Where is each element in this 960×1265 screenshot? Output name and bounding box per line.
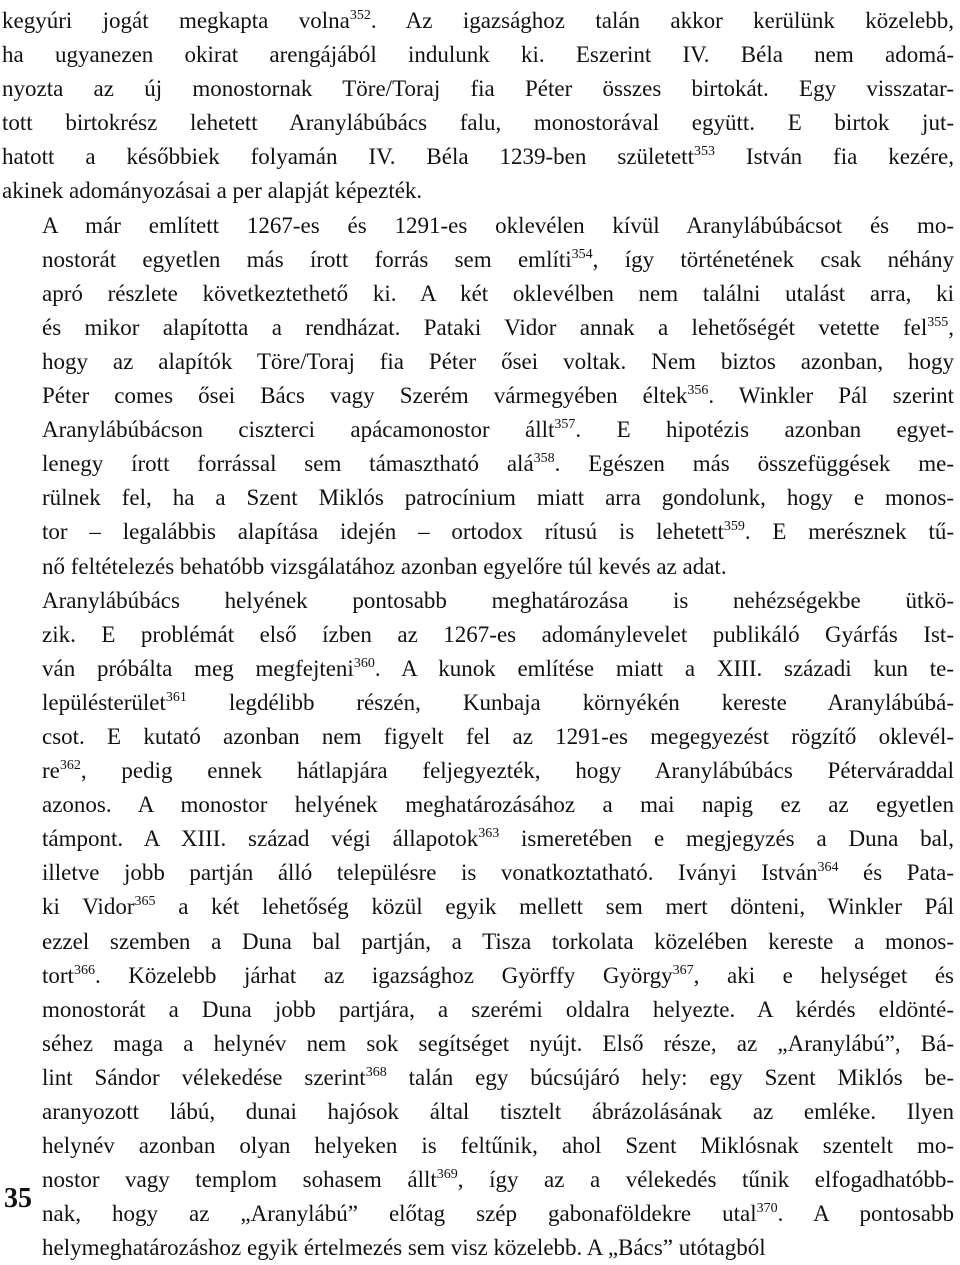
footnote-ref: 368: [365, 1064, 387, 1080]
text-run: tort: [42, 962, 74, 988]
page-number: 35: [4, 1183, 32, 1214]
text-run: A már említett 1267-es és 1291-es oklevélen kívül Aranylábúbácsot és mo-: [42, 212, 954, 238]
text-run: , így történetének csak néhány: [592, 246, 954, 272]
footnote-ref: 366: [73, 962, 95, 978]
text-run: aranyozott lábú, dunai hajósok által tisztelt ábrázolásának az emléke. Ilyen: [42, 1099, 954, 1124]
text-run: zik. E problémát első ízben az 1267-es adománylevelet publikáló Gyárfás Ist-: [42, 621, 954, 647]
text-run: ,: [948, 314, 954, 340]
footnote-ref: 361: [165, 689, 187, 705]
text-run: , aki e helységet és: [693, 962, 954, 988]
text-run: helymeghatározáshoz egyik értelmezés sem visz közelebb. A „Bács” utótagból: [42, 1235, 766, 1261]
text-line: [2, 959, 954, 993]
footnote-ref: 354: [571, 246, 593, 262]
text-run: ismeretében e megjegyzés a Duna bal,: [499, 826, 954, 852]
text-run: és mikor alapította a rendházat. Pataki Vidor annak a lehetőségét vetette fel: [42, 314, 928, 340]
footnote-ref: 365: [134, 894, 156, 910]
footnote-ref: 355: [927, 314, 949, 330]
text-run: , pedig ennek hátlapjára feljegyezték, hogy Aranylábúbács Pétervárаddal: [80, 758, 954, 784]
text-run: talán egy búcsújáró hely: egy Szent Miklós be-: [386, 1064, 954, 1090]
text-run: nak, hogy az „Aranylábú” előtag szép gabonaföldekre utal: [42, 1201, 757, 1227]
text-run: nő feltételezés behatóbb vizsgálatához azonban egyelőre túl kevés az adat.: [42, 553, 727, 579]
text-line: [2, 652, 954, 686]
text-run: a két lehetőség közül egyik mellett sem mert dönteni, Winkler Pál: [155, 894, 954, 920]
text-run: . A pontosabb: [777, 1201, 954, 1227]
text-line: [2, 515, 954, 549]
footnote-ref: 358: [533, 451, 555, 467]
text-run: ha ugyanezen okirat arengájából indulunk ki. Eszerint IV. Béla nem adomá-: [2, 42, 954, 68]
text-run: tott birtokrész lehetett Aranylábúbács falu, monostorával együtt. E birtok jut-: [2, 110, 954, 136]
text-run: tor – legalábbis alapítása idején – ortodox rítusú is lehetett: [42, 519, 724, 545]
text-line: [2, 822, 954, 856]
text-run: hogy az alapítók Töre/Toraj fia Péter ősei voltak. Nem biztos azonban, hogy: [42, 348, 954, 374]
text-line: [2, 106, 954, 140]
text-line: [2, 1163, 954, 1197]
text-run: ván próbálta meg megfejteni: [42, 655, 354, 681]
text-line: [2, 1197, 954, 1231]
text-run: Aranylábúbács helyének pontosabb meghatározása is nehézségekbe ütkö-: [42, 587, 954, 613]
footnote-ref: 359: [723, 519, 745, 535]
text-run: . Az igazsághoz talán akkor kerülünk közelebb,: [370, 8, 954, 33]
text-run: nostor vagy templom sohasem állt: [42, 1167, 437, 1193]
text-line: [2, 311, 954, 345]
text-run: lint Sándor vélekedése szerint: [42, 1064, 366, 1090]
text-run: ki Vidor: [42, 894, 135, 920]
text-line: [2, 4, 954, 38]
text-run: rülnek fel, ha a Szent Miklós patrocínium miatt arra gondolunk, hogy e monos-: [42, 485, 954, 511]
paragraph: [2, 4, 954, 209]
text-run: kegyúri jogát megkapta volna: [2, 8, 350, 33]
text-line: [2, 174, 954, 208]
text-line: [2, 1095, 954, 1129]
text-line: [2, 345, 954, 379]
text-run: . E hipotézis azonban egyet-: [575, 417, 954, 443]
text-run: Péter comes ősei Bács vagy Szerém vármegyében éltek: [42, 383, 688, 409]
text-line: [2, 38, 954, 72]
text-line: [2, 754, 954, 788]
text-run: . Közelebb járhat az igazsághoz Györffy György: [94, 962, 673, 988]
text-run: , így az a vélekedés tűnik elfogadhatóbb-: [457, 1167, 954, 1193]
text-line: [2, 481, 954, 515]
text-run: csot. E kutató azonban nem figyelt fel az 1291-es megegyezést rögzítő oklevél-: [42, 723, 954, 749]
text-run: lenegy írott forrással sem támasztható alá: [42, 451, 534, 477]
text-line: [2, 1061, 954, 1095]
text-line: [2, 686, 954, 720]
text-line: [2, 447, 954, 481]
footnote-ref: 370: [756, 1201, 778, 1217]
paragraph: [2, 209, 954, 584]
text-run: támpont. A XIII. század végi állapotok: [42, 826, 479, 852]
text-run: akinek adományozásai a per alapját képezték.: [2, 178, 423, 204]
text-line: [2, 993, 954, 1027]
text-line: [2, 618, 954, 652]
text-line: [2, 856, 954, 890]
text-line: [2, 1129, 954, 1163]
footnote-ref: 352: [349, 8, 371, 23]
text-run: István fia kezére,: [714, 144, 954, 170]
text-run: . Winkler Pál szerint: [708, 383, 955, 409]
text-run: azonos. A monostor helyének meghatározásához a mai napig ez az egyetlen: [42, 792, 954, 818]
text-line: [2, 140, 954, 174]
paragraph: [2, 584, 954, 1265]
text-line: [2, 788, 954, 822]
text-line: [2, 209, 954, 243]
footnote-ref: 364: [817, 860, 839, 876]
text-run: lepülésterület: [42, 689, 166, 715]
text-run: . E merésznek tű-: [744, 519, 954, 545]
footnote-ref: 363: [478, 826, 500, 842]
footnote-ref: 360: [353, 655, 375, 671]
text-line: [2, 379, 954, 413]
text-line: [2, 925, 954, 959]
text-run: . Egészen más összefüggések me-: [554, 451, 955, 477]
text-run: helynév azonban olyan helyeken is feltűnik, ahol Szent Miklósnak szentelt mo-: [42, 1133, 954, 1159]
footnote-ref: 357: [554, 417, 576, 433]
text-run: hatott a későbbiek folyamán IV. Béla 1239-ben született: [2, 144, 694, 170]
footnote-ref: 369: [436, 1167, 458, 1183]
text-line: [2, 243, 954, 277]
text-line: [2, 584, 954, 618]
text-run: apró részlete következtethető ki. A két oklevélben nem találni utalást arra, ki: [42, 280, 954, 306]
text-line: [2, 413, 954, 447]
text-run: . A kunok említése miatt a XIII. századi kun te-: [374, 655, 954, 681]
text-run: ezzel szemben a Duna bal partján, a Tisza torkolata közelében kereste a monos-: [42, 928, 954, 954]
text-line: [2, 277, 954, 311]
text-run: illetve jobb partján álló településre is vonatkoztatható. Iványi István: [42, 860, 818, 886]
text-line: [2, 890, 954, 924]
text-run: legdélibb részén, Kunbaja környékén kereste Aranylábúbá-: [186, 689, 954, 715]
text-run: nyozta az új monostornak Töre/Toraj fia Péter összes birtokát. Egy visszatar-: [2, 76, 954, 102]
text-run: monostorát a Duna jobb partjára, a szerémi oldalra helyezte. A kérdés eldönté-: [42, 996, 954, 1022]
footnote-ref: 367: [672, 962, 694, 978]
text-line: [2, 1027, 954, 1061]
text-line: [2, 550, 954, 584]
text-run: nostorát egyetlen más írott forrás sem említi: [42, 246, 572, 272]
footnote-ref: 353: [693, 144, 715, 160]
footnote-ref: 362: [59, 758, 81, 774]
text-line: [2, 72, 954, 106]
footnote-ref: 356: [687, 383, 709, 399]
text-run: re: [42, 758, 60, 784]
body-text: [2, 4, 954, 1265]
text-run: séhez maga a helynév nem sok segítséget nyújt. Első része, az „Aranylábú”, Bá-: [42, 1030, 954, 1056]
text-line: [2, 720, 954, 754]
text-line: [2, 1231, 954, 1265]
text-run: és Pata-: [838, 860, 955, 886]
text-run: Aranylábúbácson ciszterci apácamonostor állt: [42, 417, 555, 443]
